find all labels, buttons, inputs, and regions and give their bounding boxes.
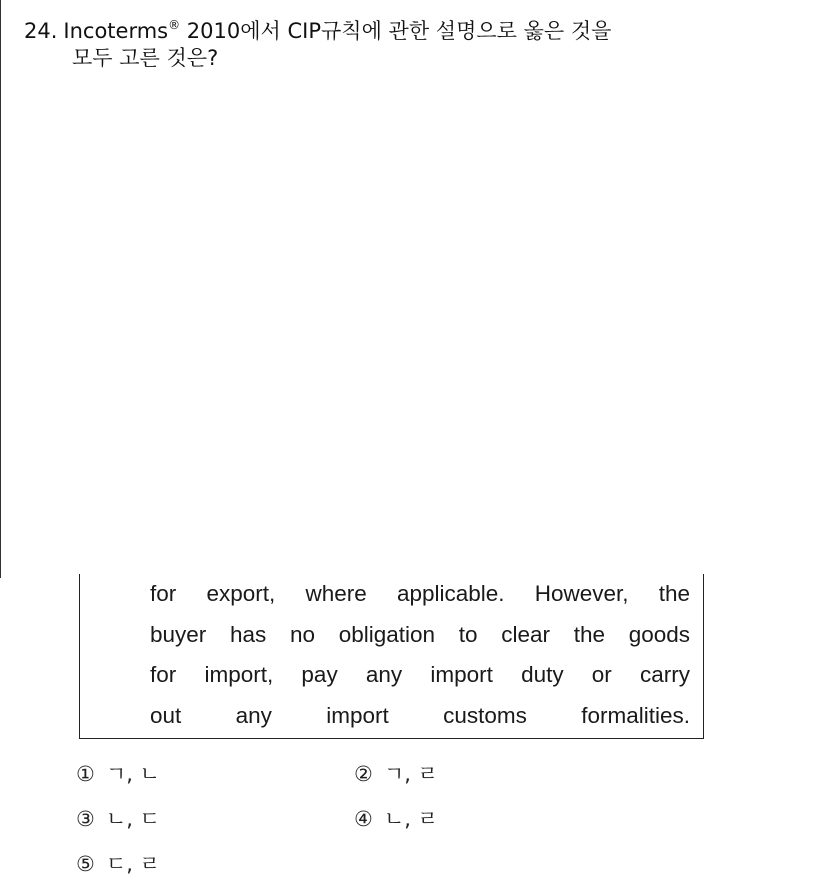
passage-text <box>150 574 690 736</box>
choice-4[interactable] <box>354 803 438 833</box>
choice-4-number: ④ <box>354 807 373 831</box>
passage-line: for export, where applicable. However, the <box>150 581 690 606</box>
choice-2[interactable] <box>354 758 438 788</box>
passage-line: out any import customs formalities. <box>150 702 690 728</box>
choice-3-number: ③ <box>76 807 95 831</box>
passage-box <box>79 574 704 739</box>
choice-4-text: ㄴ, ㄹ <box>384 807 438 831</box>
question-number: 24. <box>24 19 58 43</box>
registered-mark: ® <box>168 18 181 32</box>
choice-1[interactable] <box>76 758 160 788</box>
question-text-start: Incoterms <box>63 19 169 43</box>
choice-3-text: ㄴ, ㄷ <box>106 807 160 831</box>
left-page-rule <box>0 0 1 578</box>
choice-2-number: ② <box>354 762 373 786</box>
choice-1-text: ㄱ, ㄴ <box>106 762 160 786</box>
choice-5-number: ⑤ <box>76 852 95 876</box>
passage-line: for import, pay any import duty or carry <box>150 662 690 687</box>
choice-3[interactable] <box>76 803 160 833</box>
passage-line: buyer has no obligation to clear the goods <box>150 621 690 647</box>
choice-5-text: ㄷ, ㄹ <box>106 852 160 876</box>
choice-2-text: ㄱ, ㄹ <box>384 762 438 786</box>
question-line-2: 모두 고른 것은? <box>72 46 219 70</box>
question-text-rest: 2010에서 CIP규칙에 관한 설명으로 옳은 것을 <box>180 19 612 43</box>
choice-1-number: ① <box>76 762 95 786</box>
question-stem <box>24 18 804 72</box>
question-line-1 <box>24 18 804 45</box>
